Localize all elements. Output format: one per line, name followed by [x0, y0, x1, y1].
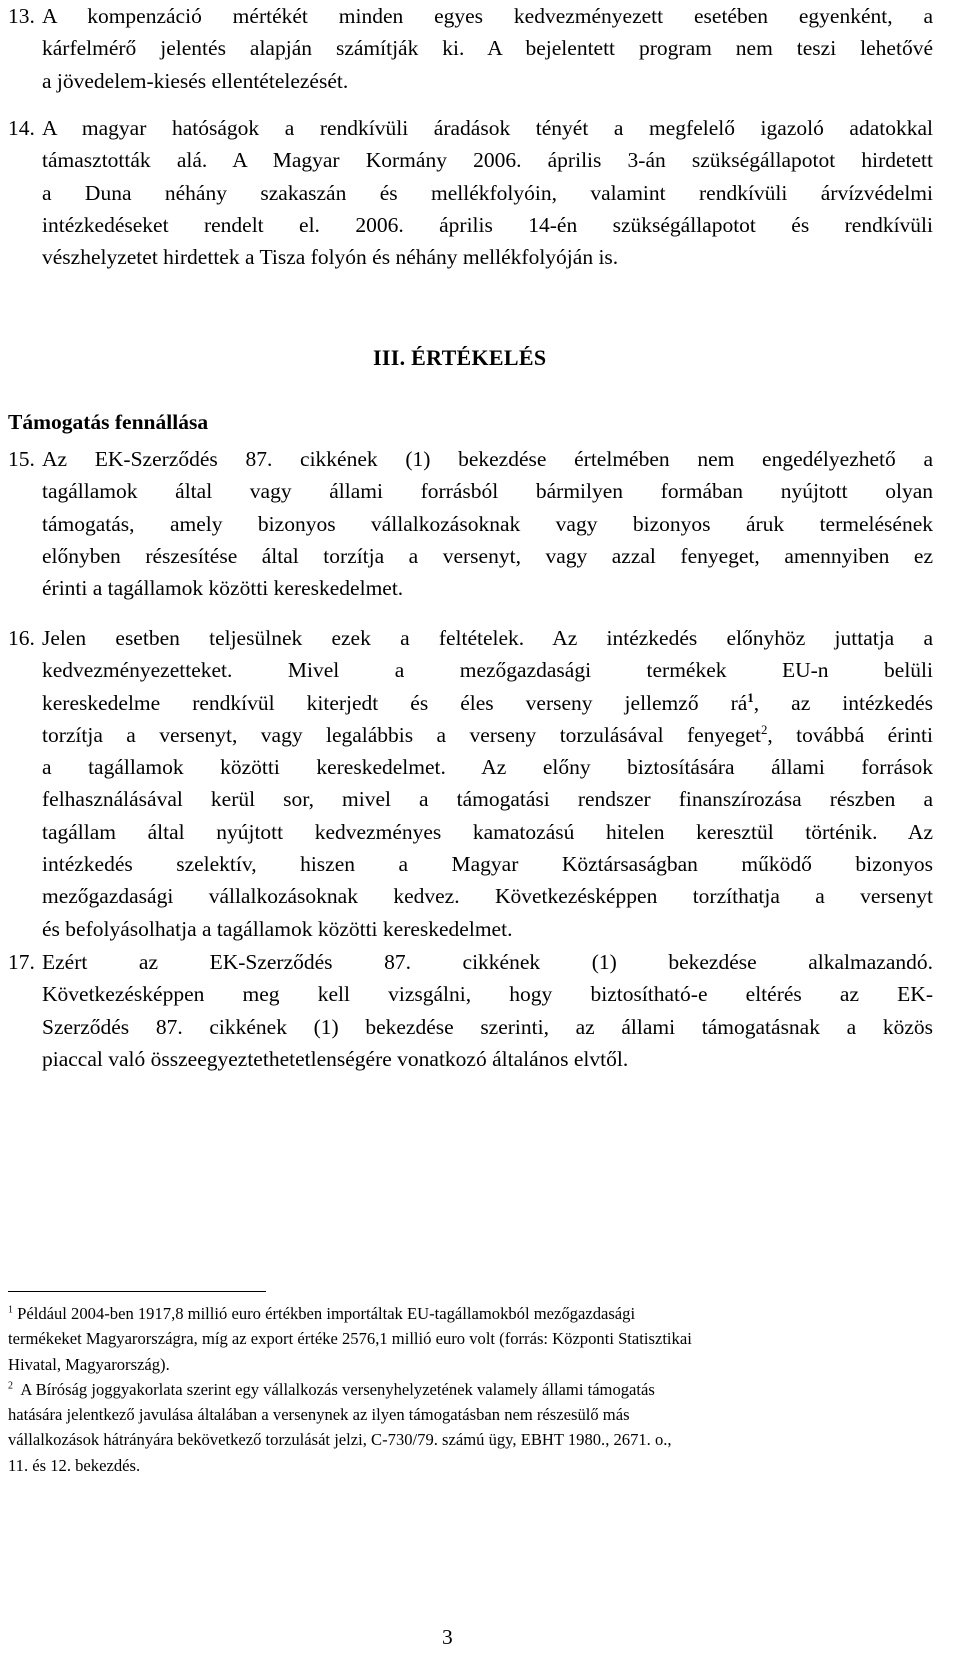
subheading: Támogatás fennállása — [8, 410, 209, 434]
paragraph-number: 13. — [8, 4, 35, 28]
text-line: piaccal való összeegyeztethetetlenségére vonatkozó általános elvtől. — [42, 1046, 629, 1071]
text-line — [42, 687, 933, 719]
text-line: A magyar hatóságok a rendkívüli áradások tényét a megfelelő igazoló adatokkal — [42, 116, 933, 140]
text-line: vészhelyzetet hirdettek a Tisza folyón és néhány mellékfolyóján is. — [42, 245, 619, 270]
paragraph-13 — [8, 0, 933, 97]
paragraph-number: 14. — [8, 116, 35, 140]
text-line: a tagállamok közötti kereskedelmet. Az előny biztosítására állami források — [42, 755, 933, 780]
text-line: támogatás, amely bizonyos vállalkozásoknak vagy bizonyos áruk termelésének — [42, 511, 933, 536]
text-line: támasztották alá. A Magyar Kormány 2006. április 3-án szükségállapotot hirdetett — [42, 148, 933, 173]
text-line: Az EK-Szerződés 87. cikkének (1) bekezdése értelmében nem engedélyezhető a — [42, 447, 933, 471]
text-segment: , az intézkedés — [753, 690, 933, 715]
footnote-line: 11. és 12. bekezdés. — [8, 1455, 141, 1475]
text-segment: torzítja a versenyt, vagy legalábbis a verseny torzulásával fenyeget — [42, 722, 761, 747]
footnote-line: termékeket Magyarországra, míg az export értéke 2576,1 millió euro volt (forrás: Központi Statisztikai — [8, 1329, 692, 1349]
paragraph-15 — [8, 443, 933, 604]
paragraph-number: 16. — [8, 626, 35, 650]
text-line: Jelen esetben teljesülnek ezek a feltételek. Az intézkedés előnyhöz juttatja a — [42, 626, 933, 650]
text-line: intézkedéseket rendelt el. 2006. április 14-én szükségállapotot és rendkívüli — [42, 212, 933, 237]
paragraph-17 — [8, 946, 933, 1075]
footnote-separator — [8, 1291, 266, 1292]
paragraph-16 — [8, 622, 933, 945]
text-line: Ezért az EK-Szerződés 87. cikkének (1) bekezdése alkalmazandó. — [42, 950, 933, 974]
footnote-ref-1[interactable]: 1 — [747, 690, 754, 705]
text-segment: Például 2004-ben 1917,8 millió euro értékben importáltak EU-tagállamokból mezőgazdasági — [17, 1304, 636, 1323]
page-number: 3 — [442, 1625, 453, 1649]
paragraph-body — [42, 443, 933, 604]
text-line: felhasználásával kerül sor, mivel a támogatási rendszer finanszírozása részben a — [42, 787, 933, 812]
text-line — [42, 719, 933, 751]
text-segment: , továbbá érinti — [767, 722, 933, 747]
footnote-mark: 2 — [8, 1380, 13, 1392]
text-line: Következésképpen meg kell vizsgálni, hogy biztosítható-e eltérés az EK- — [42, 982, 933, 1007]
text-line: a Duna néhány szakaszán és mellékfolyóin, valamint rendkívüli árvízvédelmi — [42, 180, 933, 205]
text-segment: A Bíróság joggyakorlata szerint egy vállalkozás versenyhelyzetének valamely állami támogatás — [20, 1379, 655, 1399]
footnote-2 — [8, 1377, 908, 1478]
paragraph-body — [42, 946, 933, 1075]
text-line: tagállam által nyújtott kedvezményes kamatozású hitelen keresztül történik. Az — [42, 819, 933, 844]
text-line: kedvezményezetteket. Mivel a mezőgazdasági termékek EU-n belüli — [42, 658, 933, 683]
footnote-line — [8, 1301, 908, 1326]
text-line: kárfelmérő jelentés alapján számítják ki. A bejelentett program nem teszi lehetővé — [42, 36, 933, 61]
paragraph-body — [42, 622, 933, 945]
section-heading: III. ÉRTÉKELÉS — [373, 345, 547, 370]
paragraph-body — [42, 0, 933, 97]
text-line: intézkedés szelektív, hiszen a Magyar Köztársaságban működő bizonyos — [42, 852, 933, 877]
text-line: mezőgazdasági vállalkozásoknak kedvez. Következésképpen torzíthatja a versenyt — [42, 884, 933, 909]
paragraph-number: 17. — [8, 950, 35, 974]
footnote-line: Hivatal, Magyarország). — [8, 1354, 170, 1374]
footnote-line: vállalkozások hátrányára bekövetkező torzulását jelzi, C-730/79. számú ügy, EBHT 1980., 2671. o., — [8, 1430, 672, 1450]
paragraph-14 — [8, 112, 933, 273]
footnote-line — [8, 1377, 908, 1402]
footnote-ref-2[interactable]: 2 — [760, 722, 768, 737]
footnote-1 — [8, 1301, 908, 1377]
footnotes — [8, 1301, 908, 1478]
paragraph-body — [42, 112, 933, 273]
footnote-line: hatására jelentkező javulása általában a versenynek az ilyen támogatásban nem részesülő más — [8, 1405, 630, 1425]
text-line: tagállamok által vagy állami forrásból bármilyen formában nyújtott olyan — [42, 479, 933, 504]
text-line: A kompenzáció mértékét minden egyes kedvezményezett esetében egyenként, a — [42, 4, 933, 28]
paragraph-number: 15. — [8, 447, 35, 471]
text-line: a jövedelem-kiesés ellentételezését. — [42, 68, 349, 93]
text-line: érinti a tagállamok közötti kereskedelmet. — [42, 576, 404, 601]
text-segment: kereskedelme rendkívül kiterjedt és éles verseny jellemző rá — [42, 690, 748, 715]
footnote-mark: 1 — [8, 1304, 13, 1316]
text-line: Szerződés 87. cikkének (1) bekezdése szerinti, az állami támogatásnak a közös — [42, 1014, 933, 1039]
text-line: előnyben részesítése által torzítja a versenyt, vagy azzal fenyeget, amennyiben ez — [42, 543, 933, 568]
text-line: és befolyásolhatja a tagállamok közötti kereskedelmet. — [42, 916, 513, 941]
